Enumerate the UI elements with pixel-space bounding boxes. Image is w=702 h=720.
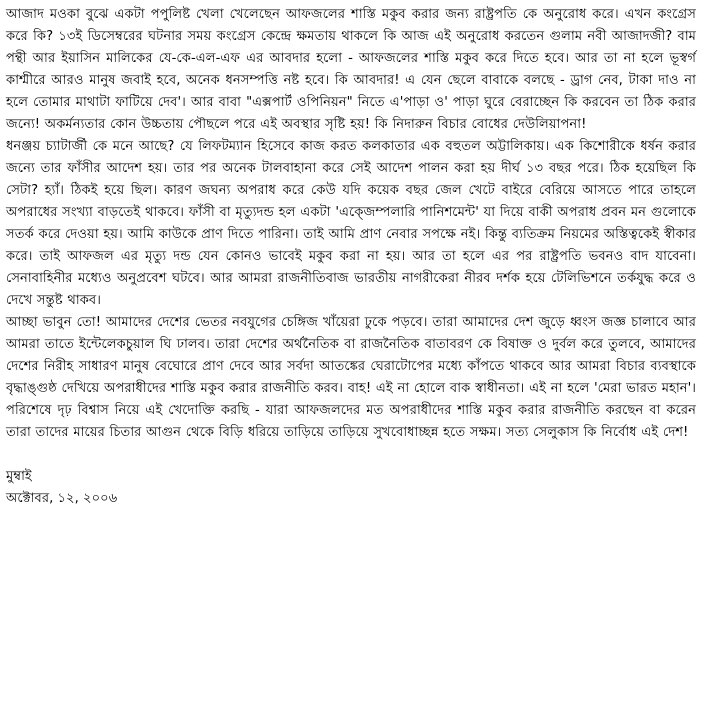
paragraph-closing: আচ্ছা ভাবুন তো! আমাদের দেশের ভেতর নবযুগের চেঙ্গিজ খাঁয়েরা ঢুকে পড়বে। তারা আমাদের দেশ জুড়ে ধ্বংস জজ্ঞ চালাবে আর আমরা তাতে ইন্টেলেকচুয়াল ঘি ঢালব। তারা দেশের অর্থনৈতিক বা রাজনৈতিক বাতাবরণ কে বিষাক্ত ও দুর্বল করে তুলবে, আমাদের দেশের নিরীহ সাধারণ মানুষ বেঘোরে প্রাণ দেবে আর সর্বদা আতঙ্কের ঘেরাটোপের মধ্যে কাঁপতে থাকবে আর আমরা বিচার ব্যবস্থাকে বৃদ্ধাঙ্গুষ্ঠ দেখিয়ে অপরাধীদের শাস্তি মকুব করার রাজনীতি করব। বাহ! এই না হোলে বাক স্বাধীনতা। এই না হলে 'মেরা ভারত মহান'। পরিশেষে দৃঢ় বিশ্বাস নিয়ে এই খেদোক্তি করছি - যারা আফজলদের মত অপরাধীদের শাস্তি মকুব করার রাজনীতি করছেন বা করেন তারা তাদের মায়ের চিতার আগুন থেকে বিড়ি ধরিয়ে তাড়িয়ে তাড়িয়ে সুখবোধাচ্ছন্ন হতে সক্ষম। সত্য সেলুকাস কি নির্বোধ এই দেশ!: [6, 315, 696, 440]
article: [6, 4, 696, 510]
paragraph-dhananjoy: ধনঞ্জয় চ্যাটার্জী কে মনে আছে? যে লিফটম্যান হিসেবে কাজ করত কলকাতার এক বহুতল অট্টালিকায়। এক কিশোরীকে ধর্ষন করার জন্যে তার ফাঁসীর আদেশ হয়। তার পর অনেক টালবাহানা করে সেই আদেশ পালন করা হয় দীর্ঘ ১৩ বছর পরে। ঠিক হয়েছিল কি সেটা? হ্যাঁ। ঠিকই হয়ে ছিল। কারণ জঘন্য অপরাধ করে কেউ যদি কয়েক বছর জেল খেটে বাইরে বেরিয়ে আসতে পারে তাহলে অপরাধের সংখ্যা বাড়তেই থাকবে। ফাঁসী বা মৃত্যুদন্ড হল একটা 'এক্জেম্পলারি পানিশমেন্ট' যা দিয়ে বাকী অপরাধ প্রবন মন গুলোকে সতর্ক করে দেওয়া হয়। আমি কাউকে প্রাণ দিতে পারিনা। তাই আমি প্রাণ নেবার সপক্ষে নই। কিন্তু ব্যতিক্রম নিয়মের অস্তিত্বকেই স্বীকার করে। তাই আফজল এর মৃত্যু দন্ড যেন কোনও ভাবেই মকুব করা না হয়। আর তা হলে এর পর রাষ্ট্রপতি ভবনও বাদ যাবেনা। সেনাবাহিনীর মধ্যেও অনুপ্রবেশ ঘটবে। আর আমরা রাজনীতিবাজ ভারতীয় নাগরীকেরা নীরব দর্শক হয়ে টেলিভিশনে তর্কযুদ্ধ করে ও দেখে সন্তুষ্ট থাকব।: [6, 139, 696, 308]
paragraph-afzal-pardon: আজাদ মওকা বুঝে একটা পপুলিষ্ট খেলা খেলেছেন আফজলের শাস্তি মকুব করার জন্য রাষ্ট্রপতি কে অনুরোধ করে। এখন কংগ্রেস করে কি? ১৩ই ডিসেম্বরের ঘটনার সময় কংগ্রেস কেন্দ্রে ক্ষমতায় থাকলে কি আজ এই অনুরোধ করতেন গুলাম নবী আজাদজী? বাম পন্থী আর ইয়াসিন মালিকের যে-কে-এল-এফ এর আবদার হলো - আফজলের শাস্তি মকুব করে দিতে হবে। আর তা না হলে ভূস্বর্গ কাশ্মীরে আরও মানুষ জবাই হবে, অনেক ধনসম্পত্তি নষ্ট হবে। কি আবদার! এ যেন ছেলে বাবাকে বলছে - ড্রাগ নেব, টাকা দাও না হলে তোমার মাথাটা ফাটিয়ে দেব'। আর বাবা "এক্সপার্ট ওপিনিয়ন" নিতে এ'পাড়া ও' পাড়া ঘুরে বেরাচ্ছেন কি করবেন তা ঠিক করার জন্যে! অকর্মন্যতার কোন উচ্চতায় পৌছলে পরে এই অবস্থার সৃষ্টি হয়! কি নিদারুন বিচার বোধের দেউলিয়াপনা!: [6, 7, 696, 132]
author-location: মুম্বাই: [6, 469, 32, 484]
signature-block: [6, 466, 696, 510]
article-date: অক্টোবর, ১২, ২০০৬: [6, 491, 118, 506]
